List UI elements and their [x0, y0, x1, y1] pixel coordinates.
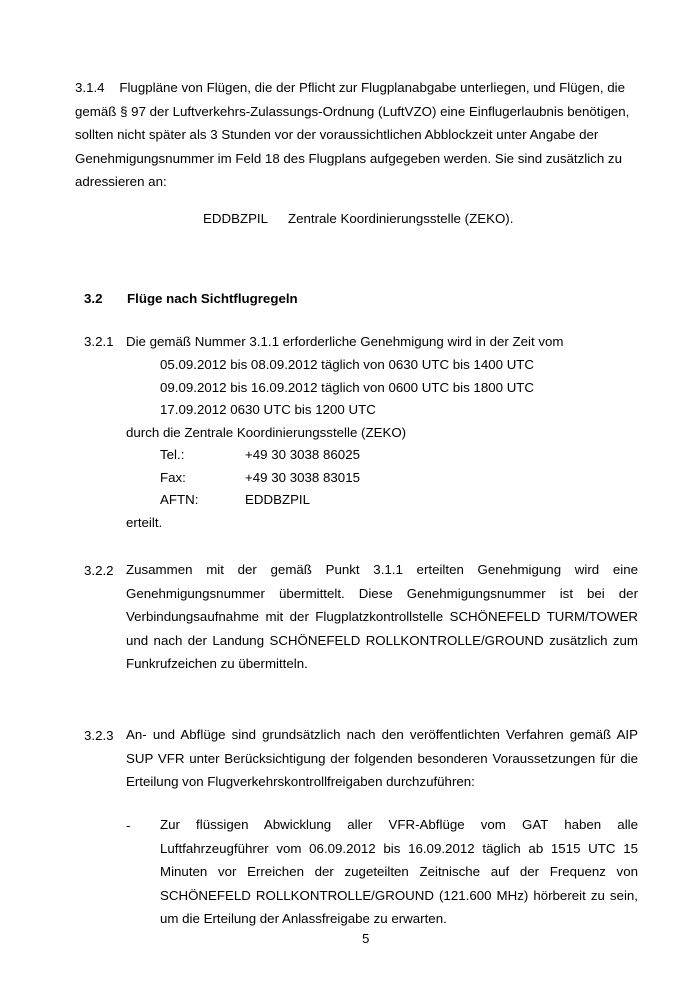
- section-3-1-4: [75, 76, 630, 194]
- text-line: Genehmigungsnummer übermittelt. Diese Genehmigungsnummer ist bei der: [126, 585, 638, 601]
- address-line: [203, 211, 513, 226]
- text-line: und nach der Landung SCHÖNEFELD ROLLKONTROLLE/GROUND zusätzlich zum: [126, 632, 638, 648]
- contact-value: EDDBZPIL: [245, 492, 311, 507]
- section-3-2-1-by: durch die Zentrale Koordinierungsstelle (ZEKO): [126, 425, 407, 440]
- address-code: EDDBZPIL: [203, 211, 269, 226]
- text-line: gemäß § 97 der Luftverkehrs-Zulassungs-Ordnung (LuftVZO) eine Einflugerlaubnis benötigen,: [75, 103, 630, 119]
- bullet-dash: -: [126, 818, 131, 833]
- section-number-3-2-1: 3.2.1: [84, 334, 114, 349]
- heading-number: 3.2: [84, 291, 103, 306]
- contact-label: AFTN:: [160, 492, 199, 507]
- text-line: Verbindungsaufnahme mit der Flugplatzkontrollstelle SCHÖNEFELD TURM/TOWER: [126, 609, 638, 624]
- text-line: SCHÖNEFELD ROLLKONTROLLE/GROUND (121.600 MHz) hörbereit zu sein,: [160, 887, 638, 903]
- section-3-2-1-intro: Die gemäß Nummer 3.1.1 erforderliche Genehmigung wird in der Zeit vom: [126, 334, 564, 349]
- heading-title: Flüge nach Sichtflugregeln: [127, 291, 298, 306]
- text-line: An- und Abflüge sind grundsätzlich nach den veröffentlichten Verfahren gemäß AIP: [126, 727, 638, 742]
- text-line: 3.1.4 Flugpläne von Flügen, die der Pflicht zur Flugplanabgabe unterliegen, und Flügen, die: [75, 80, 625, 95]
- text-line: sollten nicht später als 3 Stunden vor der voraussichtlichen Abblockzeit unter Angabe der: [75, 127, 599, 142]
- text-line: um die Erteilung der Anlassfreigabe zu erwarten.: [160, 911, 447, 926]
- address-name: Zentrale Koordinierungsstelle (ZEKO).: [288, 211, 514, 226]
- section-3-2-3-body: [126, 723, 638, 794]
- text-line: Funkrufzeichen zu übermitteln.: [126, 656, 308, 671]
- text-line: Zusammen mit der gemäß Punkt 3.1.1 erteilten Genehmigung wird eine: [126, 562, 638, 577]
- contact-label: Fax:: [160, 470, 186, 485]
- period-line: 05.09.2012 bis 08.09.2012 täglich von 0630 UTC bis 1400 UTC: [160, 357, 535, 372]
- text-line: SUP VFR unter Berücksichtigung der folgenden besonderen Voraussetzungen für die: [126, 750, 638, 766]
- section-number-3-2-2: 3.2.2: [84, 563, 114, 578]
- text-line: Erteilung von Flugverkehrskontrollfreigaben durchzuführen:: [126, 774, 475, 789]
- section-number-3-2-3: 3.2.3: [84, 728, 114, 743]
- contact-value: +49 30 3038 86025: [245, 447, 360, 462]
- page-number: 5: [362, 931, 370, 946]
- text-line: Genehmigungsnummer im Feld 18 des Flugplans aufgegeben werden. Sie sind zusätzlich zu: [75, 150, 622, 166]
- contact-label: Tel.:: [160, 447, 185, 462]
- period-line: 09.09.2012 bis 16.09.2012 täglich von 0600 UTC bis 1800 UTC: [160, 380, 535, 395]
- section-3-2-1-closing: erteilt.: [126, 515, 163, 530]
- contact-value: +49 30 3038 83015: [245, 470, 360, 485]
- text-line: adressieren an:: [75, 174, 167, 189]
- section-3-2-2-body: [126, 558, 638, 676]
- text-line: Luftfahrzeugführer vom 06.09.2012 bis 16.09.2012 täglich ab 1515 UTC 15: [160, 840, 638, 856]
- section-heading-3-2: [84, 291, 298, 306]
- bullet-item: [160, 813, 638, 931]
- period-line: 17.09.2012 0630 UTC bis 1200 UTC: [160, 402, 376, 417]
- text-line: Minuten vor Erreichen der zugeteilten Zeitnische auf der Frequenz von: [160, 864, 638, 879]
- text-line: Zur flüssigen Abwicklung aller VFR-Abflüge vom GAT haben alle: [160, 817, 638, 832]
